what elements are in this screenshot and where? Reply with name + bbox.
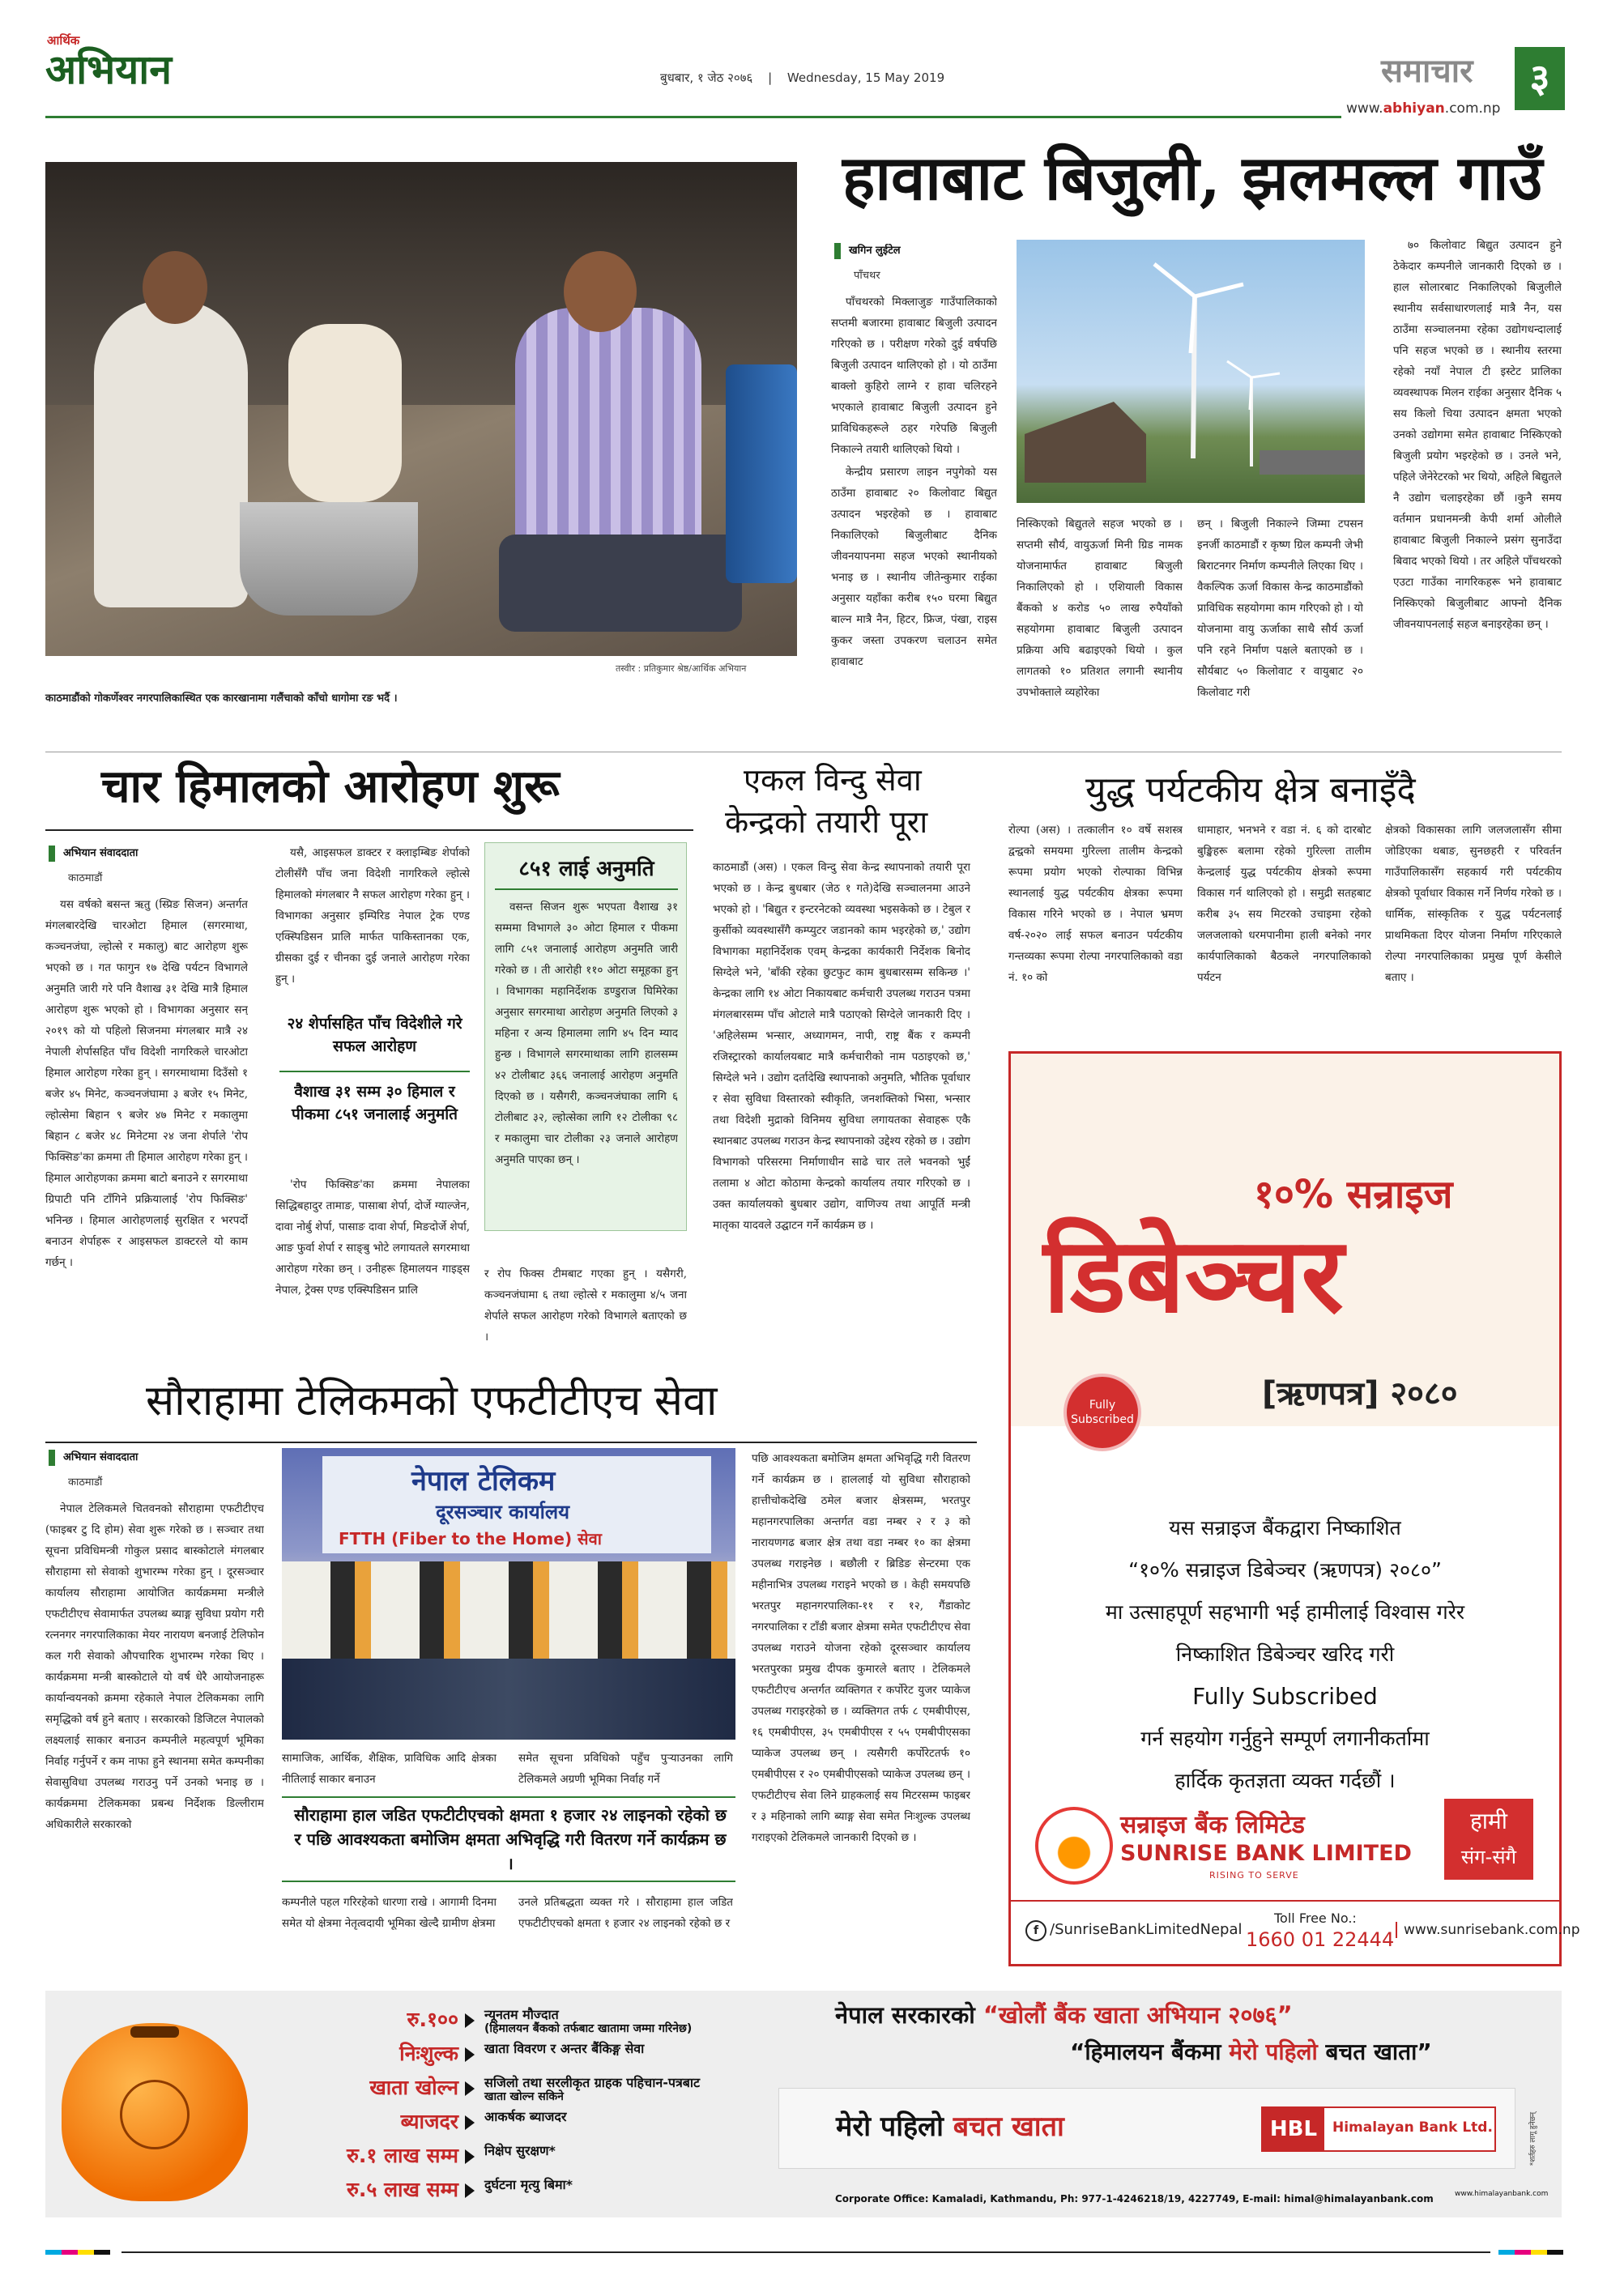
story5-col3: समेत सूचना प्रविधिको पहुँच पुऱ्याउनका लागि टेलिकमले अग्रणी भूमिका निर्वाह गर्ने bbox=[518, 1752, 733, 1786]
metal-pot bbox=[240, 502, 418, 616]
story5-col2b: कम्पनीले पहल गरिरहेको धारणा राखे । आगामी दिनमा समेत यो क्षेत्रमा नेतृत्वदायी भूमिका खेल्दै ग्रामीण क्षेत्रमा bbox=[282, 1896, 497, 1930]
sunrise-footer-rule bbox=[1011, 1900, 1559, 1902]
piggy-bank-graphic bbox=[62, 2023, 248, 2201]
story5-col3b: उनले प्रतिबद्धता व्यक्त गरे । सौराहामा हाल जडित एफटीटीएचको क्षमता १ हजार २४ लाइनको रहेको छ र bbox=[518, 1896, 733, 1930]
benefit-row bbox=[256, 2174, 815, 2208]
hbl-logo-mark: HBL bbox=[1263, 2108, 1324, 2150]
front-table bbox=[282, 1659, 735, 1740]
sunrise-website[interactable]: www.sunrisebank.com.np bbox=[1396, 1922, 1580, 1938]
print-registration-bar-right bbox=[1498, 2250, 1563, 2255]
story1-col1-para1: पाँचथरको मिक्लाजुङ गाउँपालिकाको सप्तमी बजारमा हावाबाट बिजुली उत्पादन गरिएको छ । परीक्षण गरेको दुई वर्षपछि बिजुली उत्पादन थालिएको हो । यो ठाउँमा बाक्लो कुहिरो लाग्ने र हावा चलिरहने भएकाले हावाबाट बिजुली उत्पादन हुने प्राविधिकहरूले ठहर गरेपछि बिजुली निकाल्ने तयारी थालिएको थियो । bbox=[831, 296, 997, 456]
hbl-name: Himalayan Bank Ltd. bbox=[1332, 2119, 1493, 2136]
telecom-event-photo bbox=[282, 1448, 735, 1740]
triangle-arrow-icon bbox=[465, 2013, 475, 2028]
himalayan-bank-ad bbox=[45, 1991, 1562, 2217]
worker-left bbox=[94, 300, 248, 607]
triangle-arrow-icon bbox=[465, 2149, 475, 2164]
message-line6: गर्न सहयोग गर्नुहुने सम्पूर्ण लगानीकर्तामा bbox=[1140, 1727, 1430, 1750]
photo1-credit: तस्वीर : प्रतिकुमार श्रेष्ठ/आर्थिक अभियान bbox=[616, 663, 747, 674]
benefit-value: न्यूनतम मौज्दात bbox=[484, 2007, 559, 2022]
logo: अभियान bbox=[45, 46, 172, 93]
benefit-value: सजिलो तथा सरलीकृत ग्राहक पहिचान-पत्रबाट bbox=[484, 2075, 701, 2090]
benefit-row bbox=[256, 2106, 815, 2140]
tollfree-number[interactable]: 1660 01 22444 bbox=[1246, 1928, 1395, 1951]
date-separator: | bbox=[768, 70, 773, 85]
sidebar-title: ८५१ लाई अनुमति bbox=[518, 857, 654, 881]
savings-strip-text bbox=[836, 2106, 1064, 2144]
story1-place: पाँचथर bbox=[854, 270, 880, 282]
story2-pull-quote-2: वैशाख ३१ सम्म ३० हिमाल र पीकमा ८५१ जनालाई अनुमति bbox=[292, 1083, 458, 1123]
benefit-row bbox=[256, 2140, 815, 2174]
sunrise-tagline: RISING TO SERVE bbox=[1209, 1870, 1299, 1881]
message-line4: निष्काशित डिबेञ्चर खरिद गरी bbox=[1175, 1642, 1395, 1666]
benefit-value-line2: (हिमालयन बैंकको तर्फबाट खातामा जम्मा गरिनेछ) bbox=[484, 2022, 693, 2035]
worker-right bbox=[515, 308, 701, 551]
message-line1: यस सन्राइज बैंकद्वारा निष्काशित bbox=[1169, 1516, 1401, 1540]
triangle-arrow-icon bbox=[465, 2115, 475, 2130]
benefits-table bbox=[256, 2004, 815, 2214]
story2-col3-tail: र रोप फिक्स टीमबाट गएका हुन् । यसैगरी, कञ्चनजंघामा ६ तथा ल्होत्से र मकालुमा ४/५ जना शेर्पाले सफल आरोहण गरेको विभागले बताएको छ । bbox=[484, 1267, 687, 1344]
message-line3: मा उत्साहपूर्ण सहभागी भई हामीलाई विश्वास गरेर bbox=[1105, 1600, 1465, 1624]
page-number bbox=[1515, 47, 1565, 110]
sunrise-bank-ad bbox=[1008, 1051, 1580, 1966]
wind-turbine-graphic bbox=[1017, 240, 1365, 503]
header-rule bbox=[45, 116, 1341, 118]
benefit-key: रु.५ लाख सम्म bbox=[346, 2178, 458, 2201]
story3-body: काठमाडौं (अस) । एकल विन्दु सेवा केन्द्र स्थापनाको तयारी पूरा भएको छ । केन्द्र बुधबार (जेठ १ गते)देखि सञ्चालनमा आउने भएको हो । 'बिद्युत र इन्टरनेटको व्यवस्था भइसकेको छ । टेबुल र कुर्सीको व्यवस्थासँगै कम्प्युटर जडानको काम भइरहेको छ,' उद्योग विभागका महानिर्देशक एवम् केन्द्रका कार्यकारी निर्देशक बिनोद सिग्देले भने, 'बाँकी रहेका छुटफुट काम बुधबारसम्म सकिन्छ ।' केन्द्रका लागि १४ ओटा निकायबाट कर्मचारी उपलब्ध गराउन पत्रमा मंगलबारसम्म पाँच ओटाले मात्रै पठाएको सिग्देले जानकारी दिए । 'अहिलेसम्म भन्सार, अध्यागमन, नापी, राष्ट्र बैंक र कम्पनी रजिस्ट्रारको कार्यालयबाट मात्रै कर्मचारीको नाम पठाइएको छ,' सिग्देले भने । उद्योग दर्तादेखि स्थापनाको अनुमति, भौतिक पूर्वाधार र सेवा सुविधा विस्तारको स्वीकृति, जनशक्तिको भिसा, भन्सार तथा विदेशी मुद्राको विनिमय सुविधा लगायतका सेवाहरू एकै स्थानबाट उपलब्ध गराउन केन्द्र स्थापनाको उद्देश्य रहेको छ । उद्योग विभागको परिसरमा निर्माणाधीन साढे चार तले भवनको भुईं तलामा ४ ओटा कोठामा केन्द्रको कार्यालय तयार गरिएको छ । उक्त कार्यालयको बुधबार उद्योग, वाणिज्य तथा आपूर्ति मन्त्री मातृका यादवले उद्घाटन गर्ने कार्यक्रम छ । bbox=[713, 861, 970, 1232]
story2-sidebar-box bbox=[484, 842, 687, 1231]
section-title: समाचार bbox=[1381, 53, 1473, 90]
subheadline-prefix: “हिमालयन बैंकमा bbox=[1070, 2038, 1221, 2065]
sunrise-ad-big: डिबेञ्चर bbox=[1043, 1216, 1344, 1336]
piggy-emblem bbox=[120, 2080, 190, 2149]
masthead bbox=[0, 0, 1607, 121]
benefit-key: निःशुल्क bbox=[399, 2042, 458, 2065]
stamp-line1: Fully bbox=[1089, 1399, 1116, 1412]
triangle-arrow-icon bbox=[465, 2047, 475, 2062]
facebook-link[interactable] bbox=[1025, 1920, 1243, 1941]
page-number-value: ३ bbox=[1529, 56, 1550, 101]
message-line5: Fully Subscribed bbox=[1192, 1683, 1378, 1710]
telecom-banner-title: नेपाल टेलिकम bbox=[411, 1465, 556, 1497]
strip-red-text: बचत खाता bbox=[953, 2111, 1064, 2143]
worker-left-head bbox=[143, 251, 207, 324]
himalayan-vertical-note: *शर्तहरु लागू हुनेछन् bbox=[1529, 2112, 1537, 2166]
sidebar-title-rule bbox=[495, 888, 678, 890]
date-line bbox=[660, 70, 944, 86]
benefit-value: खाता विवरण र अन्तर बैंकिङ्ग सेवा bbox=[484, 2041, 645, 2056]
story1-byline: खगिन लुईटेल bbox=[834, 243, 901, 259]
himalayan-headline bbox=[835, 1999, 1293, 2030]
telecom-banner-ftth: FTTH (Fiber to the Home) सेवा bbox=[339, 1529, 602, 1548]
story2-col1: यस वर्षको बसन्त ऋतु (स्प्रिङ सिजन) अन्तर्गत मंगलबारदेखि चारओटा हिमाल (सगरमाथा, कञ्चनजंघा, ल्होत्से र मकालु) बाट आरोहण शुरू भएको छ । गत फागुन १७ देखि पर्यटन विभागले अनुमति जारी गरे पनि वैशाख ३१ देखि मात्रै हिमाल आरोहण शुरू भएको हो । विभागका अनुसार सन् २०१९ को यो पहिलो सिजनमा मंगलबार मात्रै २४ नेपाली शेर्पासहित पाँच विदेशी नागरिकले चारओटा हिमाल आरोहण गरेका हुन् । सगरमाथामा दिउँसो १ बजेर ४५ मिनेट, कञ्चनजंघामा ३ बजेर १५ मिनेट, ल्होत्सेमा बिहान ९ बजेर ४७ मिनेट र मकालुमा बिहान ८ बजेर ४८ मिनेटमा २४ जना शेर्पाले 'रोप फिक्सिङ'का क्रममा ती हिमाल आरोहण गरेका हुन् । हिमाल आरोहणका क्रममा बाटो बनाउने र सगरमाथा ग्रिपाटी पनि टाँगिने प्रक्रियालाई 'रोप फिक्सिङ' भनिन्छ । हिमाल आरोहणलाई सुरक्षित र भरपर्दो बनाउन शेर्पाहरू र आइसफल डाक्टरले यो काम गर्छन् । bbox=[45, 898, 248, 1269]
sunrise-ad-sub: [ऋणपत्र] २०८० bbox=[1262, 1375, 1458, 1412]
hami-line2: संग-संगै bbox=[1460, 1846, 1517, 1868]
himalayan-website[interactable]: www.himalayanbank.com bbox=[1455, 2190, 1549, 2198]
piggy-coin-slot bbox=[130, 2026, 179, 2038]
telecom-banner-subtitle: दूरसञ्चार कार्यालय bbox=[436, 1501, 570, 1523]
sidebar-body: वसन्त सिजन शुरू भएपता वैशाख ३१ सम्ममा विभागले ३० ओटा हिमाल र पीकमा लागि ८५१ जनालाई आरोहण अनुमति जारी गरेको छ । ती आरोही ११० ओटा समूहका हुन् । विभागका महानिर्देशक डण्डुराज घिमिरेका अनुसार सगरमाथा आरोहण अनुमति लिएको ३ महिना र अन्य हिमालमा लागि ४५ दिन म्याद हुन्छ । विभागले सगरमाथाका लागि हालसम्म ४२ टोलीबाट ३६६ जनालाई आरोहण अनुमति दिएको छ । यसैगरी, कञ्चनजंघाका लागि ६ टोलीबाट ३२, ल्होत्सेका लागि १२ टोलीका ९८ र मकालुमा चार टोलीका २३ जनाले आरोहण अनुमति पाएका छन् । bbox=[495, 901, 678, 1166]
telecom-banner bbox=[322, 1456, 711, 1553]
story2-headline: चार हिमालको आरोहण शुरू bbox=[101, 760, 560, 813]
story2-byline: अभियान संवाददाता bbox=[49, 846, 138, 862]
story1-col1 bbox=[831, 292, 997, 753]
himalayan-headline-prefix: नेपाल सरकारको bbox=[835, 2001, 975, 2029]
story5-byline: अभियान संवाददाता bbox=[49, 1450, 138, 1466]
website-suffix: .com.np bbox=[1444, 100, 1501, 117]
story2-pull-divider bbox=[279, 1071, 470, 1072]
story3-headline-line1: एकल विन्दु सेवा bbox=[744, 762, 922, 798]
story5-underline bbox=[45, 1442, 977, 1443]
benefit-row bbox=[256, 2072, 815, 2106]
yarn-bundle bbox=[288, 324, 402, 502]
story5-col1: नेपाल टेलिकमले चितवनको सौराहामा एफटीटीएच (फाइबर टु दि होम) सेवा शुरू गरेको छ । सञ्चार तथा सूचना प्रविधिमन्त्री गोकुल प्रसाद बास्कोटाले मंगलबार सौराहामा सो सेवाको शुभारम्भ गरेका हुन् । दूरसञ्चार कार्यालय सौराहामा आयोजित कार्यक्रममा मन्त्रीले एफटीटीएच सेवामार्फत उपलब्ध ब्याङ्ग सुविधा प्रयोग गरी रत्ननगर नगरपालिकाका मेयर नारायण बनजाई टेलिफोन कल गरी सेवाको औपचारिक शुभारम्भ गरेका थिए । कार्यक्रममा मन्त्री बास्कोटाले यो वर्ष धेरै आयोजनाहरू कार्यान्वयनको क्रममा रहेकाले नेपाल टेलिकमका लागि समृद्धिको वर्ष हुने बताए । सरकारको डिजिटल नेपालको लक्ष्यलाई साकार बनाउन कम्पनीले महत्वपूर्ण भूमिका निर्वाह गर्नुपर्ने र कम नाफा हुने स्थानमा समेत कम्पनीका सेवासुविधा उपलब्ध गराउनु पर्ने उनको भनाइ छ । कार्यक्रममा टेलिकमका प्रबन्ध निर्देशक डिल्लीराम अधिकारीले सरकारको bbox=[45, 1502, 264, 1831]
story5-pull-bottom-rule bbox=[282, 1881, 735, 1882]
himalayan-subheadline bbox=[1070, 2036, 1432, 2067]
photo1-caption: काठमाडौंको गोकर्णेश्वर नगरपालिकास्थित एक कारखानामा गलैंचाको काँचो धागोमा रङ भर्दै । bbox=[45, 692, 398, 705]
subheadline-red: मेरो पहिलो bbox=[1229, 2038, 1318, 2065]
story1-col1-para2: केन्द्रीय प्रसारण लाइन नपुगेको यस ठाउँमा हावाबाट २० किलोवाट बिद्युत उत्पादन भइरहेको छ । हावाबाट निकालिएको बिजुलीबाट दैनिक जीवनयापनमा सहज भएको स्थानीयको भनाइ छ । स्थानीय जीतेन्कुमार राईका अनुसार यहाँका करीब १५० घरमा बिद्युत बाल्न मात्रै नैन, हिटर, फ्रिज, पंखा, राइस कुकर जस्ता उपकरण चलाउन समेत हावाबाट bbox=[831, 466, 997, 668]
worker-right-legs bbox=[499, 535, 742, 632]
fully-subscribed-stamp bbox=[1064, 1374, 1141, 1451]
story5-headline: सौराहामा टेलिकमको एफटीटीएच सेवा bbox=[146, 1377, 718, 1425]
story2-pull-quote-1: २४ शेर्पासहित पाँच विदेशीले गरे सफल आरोहण bbox=[287, 1015, 462, 1055]
triangle-arrow-icon bbox=[465, 2183, 475, 2198]
subheadline-suffix: बचत खाता” bbox=[1325, 2038, 1432, 2065]
worker-right-head bbox=[564, 251, 637, 332]
story5-col4: पछि आवश्यकता बमोजिम क्षमता अभिवृद्धि गरी वितरण गर्ने कार्यक्रम छ । हाललाई यो सुविधा सौराहाको हात्तीचोकदेखि ठमेल बजार क्षेत्रसम्म, भरतपुर महानगरपालिका अन्तर्गत वडा नम्बर २ र ३ को नारायणगढ बजार क्षेत्र तथा वडा नम्बर १० का क्षेत्रमा उपलब्ध गराइनेछ । बछौली र ब्रिडिङ सेन्टरमा एक महीनाभित्र उपलब्ध गराइने भएको छ । केही समयपछि भरतपुर महानगरपालिका-११ र १२, गैंडाकोट नगरपालिका र टाँडी बजार क्षेत्रमा समेत एफटीटीएच सेवा उपलब्ध गराउने योजना रहेको दूरसञ्चार कार्यालय भरतपुरका प्रमुख दीपक कुमारले बताए । टेलिकमले एफटीटीएच अन्तर्गत व्यक्तिगत र कर्पोरेट युजर प्याकेज उपलब्ध गराइरहेको छ । व्यक्तिगत तर्फ ८ एमबीपीएस, १६ एमबीपीएस, ३५ एमबीपीएस र ५५ एमबीपीएसका प्याकेज उपलब्ध छन् । त्यसैगरी कर्पोरेटतर्फ १० एमबीपीएस र २० एमबीपीएसको प्याकेज उपलब्ध छन् । एफटीटीएच सेवा लिने ग्राहकलाई सय मिटरसम्म फाइबर र ३ महिनाको लागि ब्याङ्ग सेवा समेत निःशुल्क उपलब्ध गराइएको टेलिकमले जानकारी दिएको छ । bbox=[752, 1452, 970, 1844]
sunrise-ad-pct: १०% सन्राइज bbox=[1254, 1172, 1453, 1217]
benefit-row bbox=[256, 2004, 815, 2038]
benefit-key: रु.१ लाख सम्म bbox=[346, 2144, 458, 2167]
benefit-row bbox=[256, 2038, 815, 2072]
hami-badge bbox=[1444, 1799, 1533, 1880]
benefit-value: दुर्घटना मृत्यु बिमा* bbox=[484, 2177, 573, 2192]
himalayan-headline-campaign: “खोलौं बैंक खाता अभियान २०७६” bbox=[983, 2001, 1293, 2029]
story4-col1: रोल्पा (अस) । तत्कालीन १० वर्षे सशस्त्र द्वन्द्वको समयमा गुरिल्ला तालीम केन्द्रको रूपमा प्रयोग भएको रोल्पाका विभिन्न स्थानलाई युद्ध पर्यटकीय क्षेत्रका रूपमा विकास गरिने भएको छ । नेपाल भ्रमण वर्ष-२०२० लाई सफल बनाउन पर्यटकीय गन्तव्यका रूपमा रोल्पा नगरपालिकाको वडा नं. १० को bbox=[1008, 824, 1183, 984]
story4-col3: क्षेत्रको विकासका लागि जलजलासँग सीमा जोडिएका थबाङ, सुनछहरी र परिवर्तन गाउँपालिकासँग सहकार्य गरी पर्यटकीय क्षेत्रको पूर्वाधार विकास गर्ने निर्णय गरेको छ । धार्मिक, सांस्कृतिक र युद्ध पर्यटनलाई प्राथमिकता दिएर योजना निर्माण गरिएकाले रोल्पा नगरपालिकाका प्रमुख पूर्ण केसीले बताए । bbox=[1385, 824, 1562, 984]
message-line2: “१०% सन्राइज डिबेञ्चर (ऋणपत्र) २०८०” bbox=[1128, 1558, 1442, 1582]
website-brand: abhiyan bbox=[1383, 100, 1445, 117]
story2-place: काठमाडौं bbox=[68, 872, 103, 884]
story2-col2b: 'रोप फिक्सिङ'का क्रममा नेपालका सिद्धिबहादुर तामाङ, पासाबा शेर्पा, दोर्जे ग्याल्जेन, दावा नोर्बु शेर्पा, पासाङ दावा शेर्पा, मिङदोर्जे शेर्पा, आङ फुर्वा शेर्पा र साङ्बु भोटे लगायतले सगरमाथा आरोहण गरेका छन् । उनीहरू हिमालयन गाइड्स नेपाल, ट्रेक्स एण्ड एक्स्पिडिसन प्रालि bbox=[275, 1178, 470, 1297]
story3-headline-line2: केन्द्रको तयारी पूरा bbox=[725, 804, 928, 840]
sunrise-bank-name-np: सन्राइज बैंक लिमिटेड bbox=[1120, 1811, 1305, 1839]
hbl-logo bbox=[1261, 2106, 1496, 2152]
stamp-line2: Subscribed bbox=[1071, 1413, 1134, 1426]
benefit-value-line2: खाता खोल्न सकिने bbox=[484, 2090, 564, 2103]
sunrise-bank-name-en: SUNRISE BANK LIMITED bbox=[1120, 1841, 1412, 1866]
himalayan-footer: Corporate Office: Kamaladi, Kathmandu, Ph: 977-1-4246218/19, 4227749, E-mail: himal@himalayanbank.com bbox=[835, 2193, 1434, 2204]
officials-row bbox=[282, 1561, 735, 1659]
benefit-value: आकर्षक ब्याजदर bbox=[484, 2109, 567, 2124]
facebook-icon: f bbox=[1025, 1920, 1046, 1941]
story2-col2: यसै, आइसफल डाक्टर र क्लाइम्बिङ शेर्पाको टोलीसँगै पाँच जना विदेशी नागरिकले ल्होत्से हिमालको मंगलबार नै सफल आरोहण गरेका हुन् । विभागका अनुसार इम्पिरिड नेपाल ट्रेक एण्ड एक्स्पिडिसन प्रालि मार्फत पाकिस्तानका एक, ग्रीसका दुई र चीनका दुई जनाले आरोहण गरेका हुन् । bbox=[275, 846, 470, 986]
story5-col2: सामाजिक, आर्थिक, शैक्षिक, प्राविधिक आदि क्षेत्रका नीतिलाई साकार बनाउन bbox=[282, 1752, 497, 1786]
print-registration-bar-left bbox=[45, 2250, 110, 2255]
message-line7: हार्दिक कृतज्ञता व्यक्त गर्दछौं । bbox=[1174, 1769, 1396, 1792]
story1-col3: छन् । बिजुली निकाल्ने जिम्मा टपसन इनर्जी काठमाडौं र कृष्ण ग्रिल कम्पनी जेभी बिराटनगर निर्माण कम्पनीले लिएका थिए । वैकल्पिक ऊर्जा विकास केन्द्र काठमाडौंको प्राविधिक सहयोगमा काम गरिएको हो । यो योजनामा वायु ऊर्जाका साथै सौर्य ऊर्जा पनि रहने निर्माण पक्षले बताएको छ । सौर्यबाट ५० किलोवाट र वायुबाट २० किलोवाट गरी bbox=[1197, 518, 1363, 699]
savings-strip bbox=[778, 2088, 1515, 2169]
carpet-workshop-photo bbox=[45, 162, 797, 656]
date-nepali: बुधबार, १ जेठ २०७६ bbox=[660, 70, 753, 85]
logo-small-text: आर्थिक bbox=[47, 33, 80, 48]
strip-black-text: मेरो पहिलो bbox=[836, 2111, 944, 2143]
benefit-key: रु.१०० bbox=[407, 2008, 458, 2031]
blue-drum bbox=[726, 364, 797, 583]
story4-col2: धामाहार, भनभने र वडा नं. ६ को दारबोट बुङ्खिहरू बलामा रहेको गुरिल्ला तालीम केन्द्रलाई युद्ध पर्यटकीय क्षेत्रको रूपमा विकास गर्न थालिएको हो । समुद्री सतहबाट करीब ३५ सय मिटरको उचाइमा रहेको जलजलाको धरमपानीमा हाली बनेको नगर कार्यपालिकाको बैठकले नगरपालिकाको पर्यटन bbox=[1197, 824, 1371, 984]
story5-pull-quote: सौराहामा हाल जडित एफटीटीएचको क्षमता १ हजार २४ लाइनको रहेको छ र पछि आवश्यकता बमोजिम क्षमता अभिवृद्धि गरी वितरण गर्ने कार्यक्रम छ । bbox=[294, 1805, 727, 1873]
tollfree-label: Toll Free No.: bbox=[1274, 1910, 1357, 1926]
benefit-key: खाता खोल्न bbox=[369, 2076, 458, 2099]
sunrise-ad-message bbox=[1011, 1507, 1559, 1802]
website-prefix: www. bbox=[1346, 100, 1383, 117]
story1-col4: ७० किलोवाट बिद्युत उत्पादन हुने ठेकेदार कम्पनीले जानकारी दिएको छ । हाल सोलारबाट निकालिएको बिजुलीले स्थानीय सर्वसाधारणलाई मात्रै नैन, यस ठाउँमा सञ्चालनमा रहेका उद्योगधन्दालाई पनि सहज भएको छ । स्थानीय स्तरमा रहेको नयाँ नेपाल टी इस्टेट प्रालिका व्यवस्थापक मिलन राईका अनुसार दैनिक ५ सय किलो चिया उत्पादन क्षमता भएको उनको उद्योगमा समेत हावाबाट निस्किएको बिजुली प्रयोग भइरहेको छ । उनले भने, पहिले जेनेरेटरको भर थियो, अहिले बिद्युतले नै उद्योग चलाइरहेका छौं ।कुनै समय वर्तमान प्रधानमन्त्री केपी शर्मा ओलीले हावाबाट बिजुली निकाल्ने प्रसंग सुनाउँदा बिवाद भएको थियो । तर अहिले पाँचथरको एउटा गाउँका नागरिकहरू भने हावाबाट निस्किएको बिजुलीबाट आफ्नो दैनिक जीवनयापनलाई सहज बनाइरहेका छन् । bbox=[1393, 239, 1562, 631]
story2-underline bbox=[45, 829, 693, 831]
triangle-arrow-icon bbox=[465, 2081, 475, 2096]
story5-pull-top-rule bbox=[282, 1796, 735, 1798]
print-bottom-rule bbox=[121, 2251, 1490, 2253]
story1-headline: हावाबाट बिजुली, झलमल्ल गाउँ bbox=[842, 142, 1543, 214]
story4-headline: युद्ध पर्यटकीय क्षेत्र बनाइँदै bbox=[1085, 769, 1416, 811]
benefit-key: ब्याजदर bbox=[400, 2110, 458, 2133]
wind-turbine-photo bbox=[1017, 240, 1365, 503]
hami-line1: हामी bbox=[1469, 1808, 1508, 1834]
story1-col2: निस्किएको बिद्युतले सहज भएको छ । सप्तमी सौर्य, वायुऊर्जा मिनी ग्रिड नामक योजनामार्फत हावाबाट बिजुली निकालिएको हो । एशियाली विकास बैंकको ४ करोड ५० लाख रुपैयाँको सहयोगमा हावाबाट बिजुली उत्पादन प्रक्रिया अघि बढाइएको थियो । कुल लागतको १० प्रतिशत लगानी स्थानीय उपभोक्ताले व्यहोरेका bbox=[1017, 518, 1183, 699]
facebook-handle: /SunriseBankLimitedNepal bbox=[1050, 1921, 1243, 1938]
date-english: Wednesday, 15 May 2019 bbox=[786, 70, 945, 85]
sunrise-bank-logo-icon bbox=[1035, 1807, 1113, 1885]
website-link[interactable] bbox=[1346, 100, 1500, 117]
story5-place: काठमाडौं bbox=[68, 1476, 103, 1489]
benefit-value: निक्षेप सुरक्षण* bbox=[484, 2143, 556, 2158]
